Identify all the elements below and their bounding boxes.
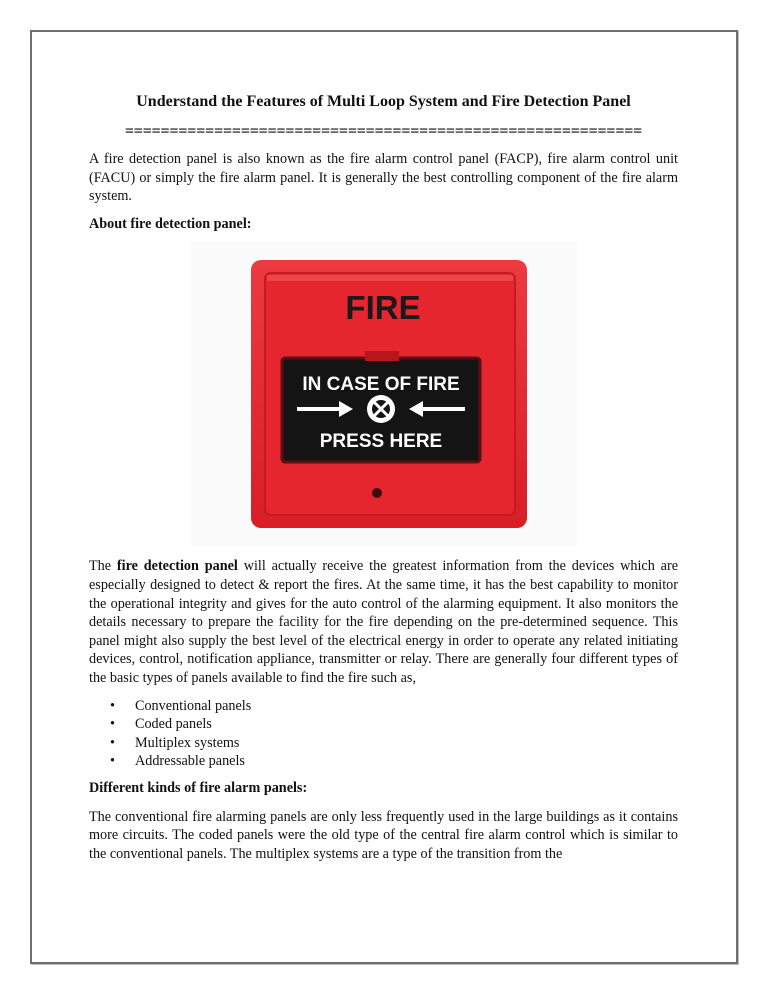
panel-types-list bbox=[89, 697, 678, 771]
in-case-of-fire-text: IN CASE OF FIRE bbox=[301, 374, 460, 396]
list-item-text: Multiplex systems bbox=[135, 734, 240, 751]
kinds-paragraph: The conventional fire alarming panels are only less frequently used in the large buildings as it contains more circuits. The coded panels were the old type of the central fire alarm control which is similar to the conventional panels. The multiplex systems are a type of the transition from the bbox=[89, 808, 678, 862]
press-here-text: PRESS HERE bbox=[319, 431, 442, 453]
para2-bold-term: fire detection panel bbox=[116, 558, 238, 575]
press-target-icon bbox=[367, 395, 395, 423]
list-item-text: Addressable panels bbox=[135, 753, 245, 770]
panel-description-paragraph bbox=[89, 557, 678, 687]
document-content bbox=[89, 92, 678, 863]
section-heading-kinds: Different kinds of fire alarm panels: bbox=[89, 779, 308, 796]
intro-paragraph: A fire detection panel is also known as the fire alarm control panel (FACP), fire alarm control unit (FACU) or simply the fire alarm panel. It is generally the best controlling component of the fire alarm system. bbox=[89, 151, 678, 205]
list-item bbox=[110, 715, 678, 734]
bullet-icon: • bbox=[110, 697, 115, 714]
fire-call-point-illustration bbox=[191, 241, 577, 547]
window-clip bbox=[365, 351, 399, 361]
list-item bbox=[110, 752, 678, 771]
list-item bbox=[110, 734, 678, 753]
list-item bbox=[110, 697, 678, 716]
bullet-icon: • bbox=[110, 716, 115, 733]
section-heading-about: About fire detection panel: bbox=[89, 215, 252, 232]
para2-lead: The bbox=[89, 558, 117, 575]
bullet-icon: • bbox=[110, 753, 115, 770]
fire-label: FIRE bbox=[344, 289, 421, 327]
para2-rest: will actually receive the greatest information from the devices which are especially designed to detect & report the fires. At the same time, it has the best capability to monitor the operational integrity and gives for the auto control of the alarming equipment. It also monitors the details necessary to prepare the facility for the fire depending on the pre-determined sequence. This panel might also supply the best level of the electrical energy in order to operate any related initiating devices, control, notification appliance, transmitter or relay. There are generally four different types of the basic types of panels available to find the fire such as, bbox=[89, 558, 678, 686]
list-item-text: Coded panels bbox=[135, 716, 212, 733]
indicator-hole bbox=[372, 488, 382, 498]
fire-alarm-image bbox=[191, 241, 577, 547]
separator-line: ========================================================== bbox=[124, 123, 643, 140]
bullet-icon: • bbox=[110, 734, 115, 751]
list-item-text: Conventional panels bbox=[135, 697, 252, 714]
document-title: Understand the Features of Multi Loop System and Fire Detection Panel bbox=[136, 93, 631, 110]
